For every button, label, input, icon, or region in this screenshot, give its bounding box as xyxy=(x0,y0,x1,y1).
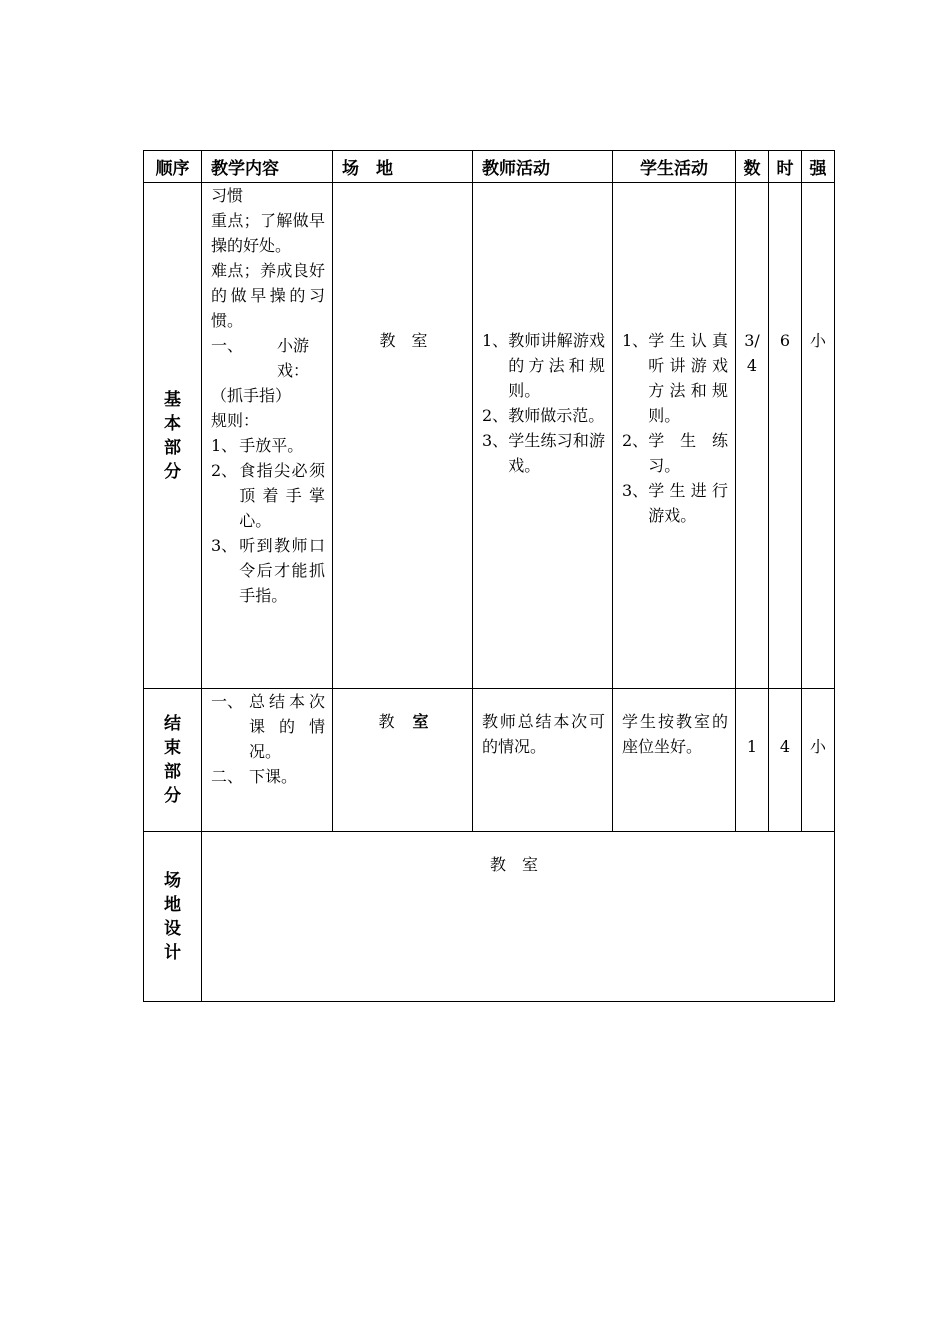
basic-time-cell xyxy=(769,183,802,689)
section-end-label: 结束部分 xyxy=(164,714,181,806)
end-student: 学生按教室的座位坐好。 xyxy=(622,712,728,756)
list-text: 教师做示范。 xyxy=(508,406,605,425)
list-text: 手放平。 xyxy=(239,436,304,455)
basic-intensity: 小 xyxy=(809,331,826,350)
end-content-cell xyxy=(202,689,333,832)
basic-count-cell xyxy=(736,183,769,689)
header-teacher: 教师活动 xyxy=(473,151,613,183)
end-student-cell xyxy=(613,689,736,832)
list-text: 食指尖必须顶着手掌心。 xyxy=(239,461,325,530)
design-area xyxy=(202,832,835,1002)
list-text: 学生练习和游戏。 xyxy=(508,431,605,475)
section-design-label: 场地设计 xyxy=(164,870,181,963)
section-basic xyxy=(144,183,202,689)
game-name: （抓手指） xyxy=(211,386,292,405)
rule-item xyxy=(211,533,325,608)
basic-teacher-cell xyxy=(473,183,613,689)
end-count: 1 xyxy=(746,737,758,756)
basic-venue: 教 室 xyxy=(379,331,428,350)
header-venue: 场 地 xyxy=(333,151,473,183)
end-row xyxy=(144,689,835,832)
list-number: 2、 xyxy=(482,406,509,425)
end-time-cell xyxy=(769,689,802,832)
end-venue-cell xyxy=(333,689,473,832)
end-count-cell xyxy=(736,689,769,832)
end-item xyxy=(211,764,325,789)
end-venue-char: 教 xyxy=(378,712,395,731)
end-intensity: 小 xyxy=(809,737,826,756)
list-text: 小游戏： xyxy=(277,336,310,380)
teacher-item xyxy=(482,403,605,428)
student-item xyxy=(622,478,728,528)
section-end xyxy=(144,689,202,832)
list-number: 1、 xyxy=(622,331,649,350)
list-number: 3、 xyxy=(482,431,509,450)
header-student: 学生活动 xyxy=(613,151,736,183)
header-intensity: 强 xyxy=(802,151,835,183)
list-number: 2、 xyxy=(211,461,238,480)
design-row xyxy=(144,832,835,1002)
end-time: 4 xyxy=(779,737,791,756)
end-teacher-cell xyxy=(473,689,613,832)
list-text: 下课。 xyxy=(249,767,298,786)
list-number: 2、 xyxy=(622,431,649,450)
list-number: 3、 xyxy=(211,536,238,555)
design-venue: 教 室 xyxy=(490,855,539,874)
basic-intensity-cell xyxy=(802,183,835,689)
basic-content-cell xyxy=(202,183,333,689)
list-text: 学生认真听讲游戏方法和规则。 xyxy=(648,331,728,425)
teacher-item xyxy=(482,328,605,403)
content-line: 重点；了解做早操的好处。 xyxy=(211,211,325,255)
student-item xyxy=(622,428,728,478)
header-count: 数 xyxy=(736,151,769,183)
game-title xyxy=(211,333,325,383)
basic-student-cell xyxy=(613,183,736,689)
basic-venue-cell xyxy=(333,183,473,689)
lesson-plan-table xyxy=(143,150,835,1002)
end-venue xyxy=(333,689,472,734)
section-basic-label: 基本部分 xyxy=(164,389,181,482)
end-intensity-cell xyxy=(802,689,835,832)
rule-label: 规则： xyxy=(211,411,260,430)
header-content: 教学内容 xyxy=(202,151,333,183)
list-text: 学生练习。 xyxy=(648,431,728,475)
list-number: 1、 xyxy=(482,331,509,350)
list-number: 二、 xyxy=(211,767,244,786)
list-number: 一、 xyxy=(211,336,244,355)
teacher-item xyxy=(482,428,605,478)
rule-item xyxy=(211,458,325,533)
list-number: 1、 xyxy=(211,436,238,455)
content-line: 难点；养成良好的做早操的习惯。 xyxy=(211,261,325,330)
basic-time: 6 xyxy=(779,331,791,350)
student-item xyxy=(622,328,728,428)
content-line: 习惯 xyxy=(211,186,244,205)
basic-count: 3/4 xyxy=(744,331,760,375)
list-number: 3、 xyxy=(622,481,649,500)
list-text: 学生进行游戏。 xyxy=(648,481,728,525)
rule-item xyxy=(211,433,325,458)
end-item xyxy=(211,689,325,764)
section-design xyxy=(144,832,202,1002)
header-time: 时 xyxy=(769,151,802,183)
header-order: 顺序 xyxy=(144,151,202,183)
list-text: 听到教师口令后才能抓手指。 xyxy=(239,536,325,605)
end-teacher: 教师总结本次可的情况。 xyxy=(482,712,605,756)
list-text: 总结本次课的情况。 xyxy=(249,692,325,761)
end-venue-char: 室 xyxy=(412,712,429,731)
basic-row xyxy=(144,183,835,689)
header-row xyxy=(144,151,835,183)
list-number: 一、 xyxy=(211,692,244,711)
list-text: 教师讲解游戏的方法和规则。 xyxy=(508,331,605,400)
